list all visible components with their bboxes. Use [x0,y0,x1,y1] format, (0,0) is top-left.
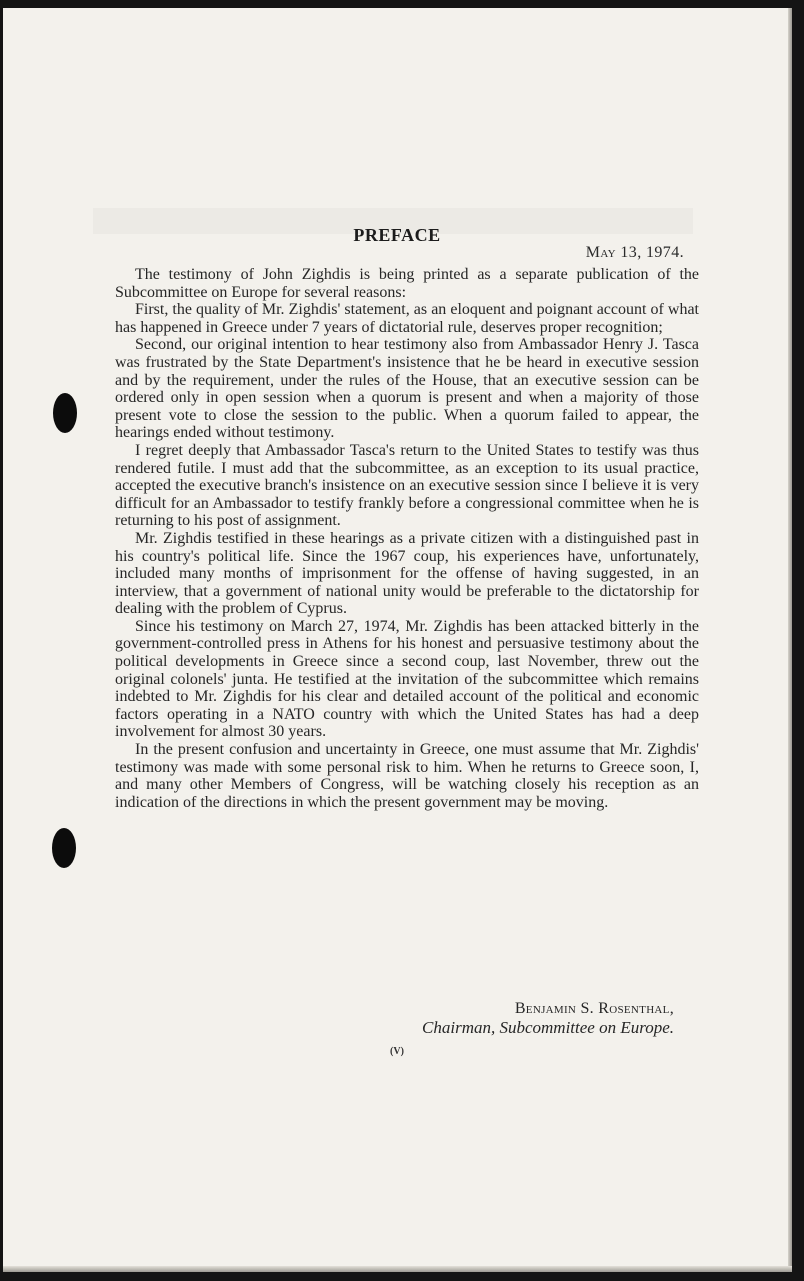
signature-title: Chairman, Subcommittee on Europe. [422,1018,674,1037]
page-edge-bottom [3,1266,792,1272]
signature-name: Benjamin S. Rosenthal, [514,1000,674,1017]
punch-hole-bottom [52,828,76,868]
page-number: (V) [390,1046,404,1057]
document-page [3,8,792,1272]
paragraph: The testimony of John Zighdis is being printed as a separate publication of the Subcommittee on Europe for several reasons: [115,266,699,301]
paragraph: Since his testimony on March 27, 1974, Mr. Zighdis has been attacked bitterly in the government-controlled press in Athens for his honest and persuasive testimony about the political developments in Greece since a second coup, last November, threw out the original colonels' junta. He testified at the invitation of the subcommittee which remains indebted to Mr. Zighdis for his clear and detailed account of the political and economic factors operating in a NATO country with which the United States has had a deep involvement for almost 30 years. [115,617,699,741]
preface-date: May 13, 1974. [585,244,684,261]
paragraph: First, the quality of Mr. Zighdis' statement, as an eloquent and poignant account of what has happened in Greece under 7 years of dictatorial rule, deserves proper recognition; [115,301,699,336]
page-edge-right [788,8,792,1272]
page-title: PREFACE [353,225,441,245]
paragraph: Mr. Zighdis testified in these hearings as a private citizen with a distinguished past in his country's political life. Since the 1967 coup, his experiences have, unfortunately, included many months of imprisonment for the offense of having suggested, in an interview, that a government of national unity would be preferable to the dictatorship for dealing with the problem of Cyprus. [115,529,699,618]
paragraph: In the present confusion and uncertainty in Greece, one must assume that Mr. Zighdis' testimony was made with some personal risk to him. When he returns to Greece soon, I, and many other Members of Congress, will be watching closely his reception as an indication of the directions in which the present government may be moving. [115,741,699,811]
paragraph: I regret deeply that Ambassador Tasca's return to the United States to testify was thus rendered futile. I must add that the subcommittee, as an exception to its usual practice, accepted the executive branch's insistence on an executive session since I believe it is very difficult for an Ambassador to testify frankly before a congressional committee when he is returning to his post of assignment. [115,441,699,530]
punch-hole-top [53,393,77,433]
preface-body [115,266,699,811]
paragraph: Second, our original intention to hear testimony also from Ambassador Henry J. Tasca was frustrated by the State Department's insistence that he be heard in executive session and by the requirement, under the rules of the House, that an executive session can be ordered only in open session when a quorum is present and when a majority of those present vote to close the session to the public. When a quorum failed to appear, the hearings ended without testimony. [115,336,699,442]
